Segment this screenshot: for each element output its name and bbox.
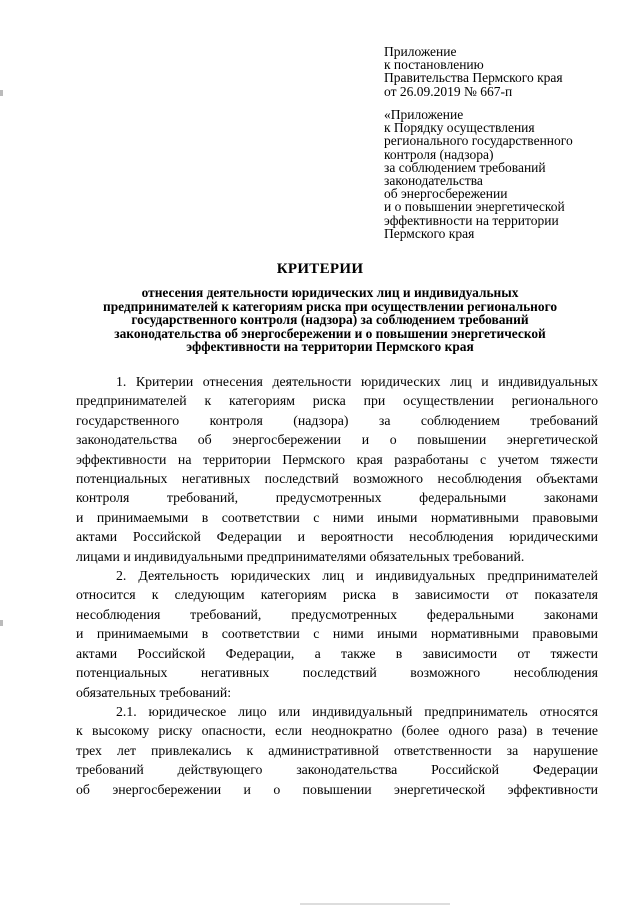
subtitle-line: отнесения деятельности юридических лиц и индивидуальных — [141, 285, 519, 300]
appendix-line: Правительства Пермского края — [384, 70, 563, 86]
scan-edge-mark — [0, 620, 3, 626]
body-line: государственного контроля (надзора) за соблюдением требований — [76, 412, 598, 428]
appendix-line: от 26.09.2019 № 667-п — [384, 83, 513, 99]
appendix-line: к Порядку осуществления — [384, 120, 535, 136]
subtitle-line: предпринимателей к категориям риска при осуществлении регионального — [102, 298, 558, 314]
body-line: и принимаемыми в соответствии с ними иными нормативными правовыми — [76, 509, 598, 525]
subtitle-line: государственного контроля (надзора) за соблюдением требований — [131, 312, 529, 328]
appendix-line: Приложение — [384, 44, 457, 59]
body-line: к высокому риску опасности, если неоднократно (более одного раза) в течение — [76, 723, 598, 739]
body-line: несоблюдения требований, предусмотренных федеральными законами — [76, 606, 598, 622]
body-line: потенциальных негативных последствий возможного несоблюдения объектами — [76, 471, 598, 487]
document-title: КРИТЕРИИ — [276, 261, 364, 277]
body-line: контроля требований, предусмотренных федеральными законами — [76, 490, 598, 506]
body-line: предпринимателей к категориям риска при осуществлении регионального — [76, 393, 598, 409]
appendix-line: контроля (надзора) — [384, 146, 494, 162]
paragraph-1 — [76, 372, 598, 566]
document-subtitle — [60, 286, 600, 354]
body-line: трех лет привлекались к административной ответственности за нарушение — [76, 742, 598, 758]
body-line: 2.1. юридическое лицо или индивидуальный предприниматель относятся — [116, 703, 598, 719]
appendix-line: регионального государственного — [384, 133, 573, 149]
appendix-line: эффективности на территории — [384, 212, 559, 228]
body-line: потенциальных негативных последствий возможного несоблюдения — [76, 665, 598, 681]
appendix-line: законодательства — [384, 173, 483, 189]
appendix-line: к постановлению — [384, 57, 484, 73]
paragraph-2 — [76, 566, 598, 702]
body-line: эффективности на территории Пермского края разработаны с учетом тяжести — [76, 451, 598, 467]
appendix-line: об энергосбережении — [384, 186, 508, 202]
appendix-line: и о повышении энергетической — [384, 199, 565, 215]
appendix-line: «Приложение — [384, 107, 464, 122]
document-body — [76, 372, 598, 799]
body-line: 1. Критерии отнесения деятельности юридических лиц и индивидуальных — [116, 374, 598, 389]
body-line: 2. Деятельность юридических лиц и индивидуальных предпринимателей — [116, 568, 598, 584]
body-line: законодательства об энергосбережении и о повышении энергетической — [76, 432, 598, 448]
appendix-header-procedure — [384, 108, 573, 240]
subtitle-line: эффективности на территории Пермского края — [186, 339, 474, 355]
body-line: лицами и индивидуальными предпринимателями обязательных требований. — [76, 548, 525, 564]
appendix-line: Пермского края — [384, 225, 475, 241]
appendix-header-decree — [384, 45, 563, 98]
body-line: об энергосбережении и о повышении энергетической эффективности — [76, 781, 598, 797]
body-line: требований действующего законодательства Российской Федерации — [76, 762, 598, 778]
appendix-line: за соблюдением требований — [384, 159, 546, 175]
paragraph-2-1 — [76, 702, 598, 799]
scan-edge-mark — [0, 90, 3, 96]
body-line: актами Российской Федерации и вероятности несоблюдения юридическими — [76, 529, 598, 545]
body-line: и принимаемыми в соответствии с ними иными нормативными правовыми — [76, 626, 598, 642]
body-line: относится к следующим категориям риска в зависимости от показателя — [76, 587, 598, 603]
body-line: актами Российской Федерации, а также в зависимости от тяжести — [76, 645, 598, 661]
subtitle-line: законодательства об энергосбережении и о повышении энергетической — [114, 325, 546, 341]
body-line: обязательных требований: — [76, 684, 232, 700]
